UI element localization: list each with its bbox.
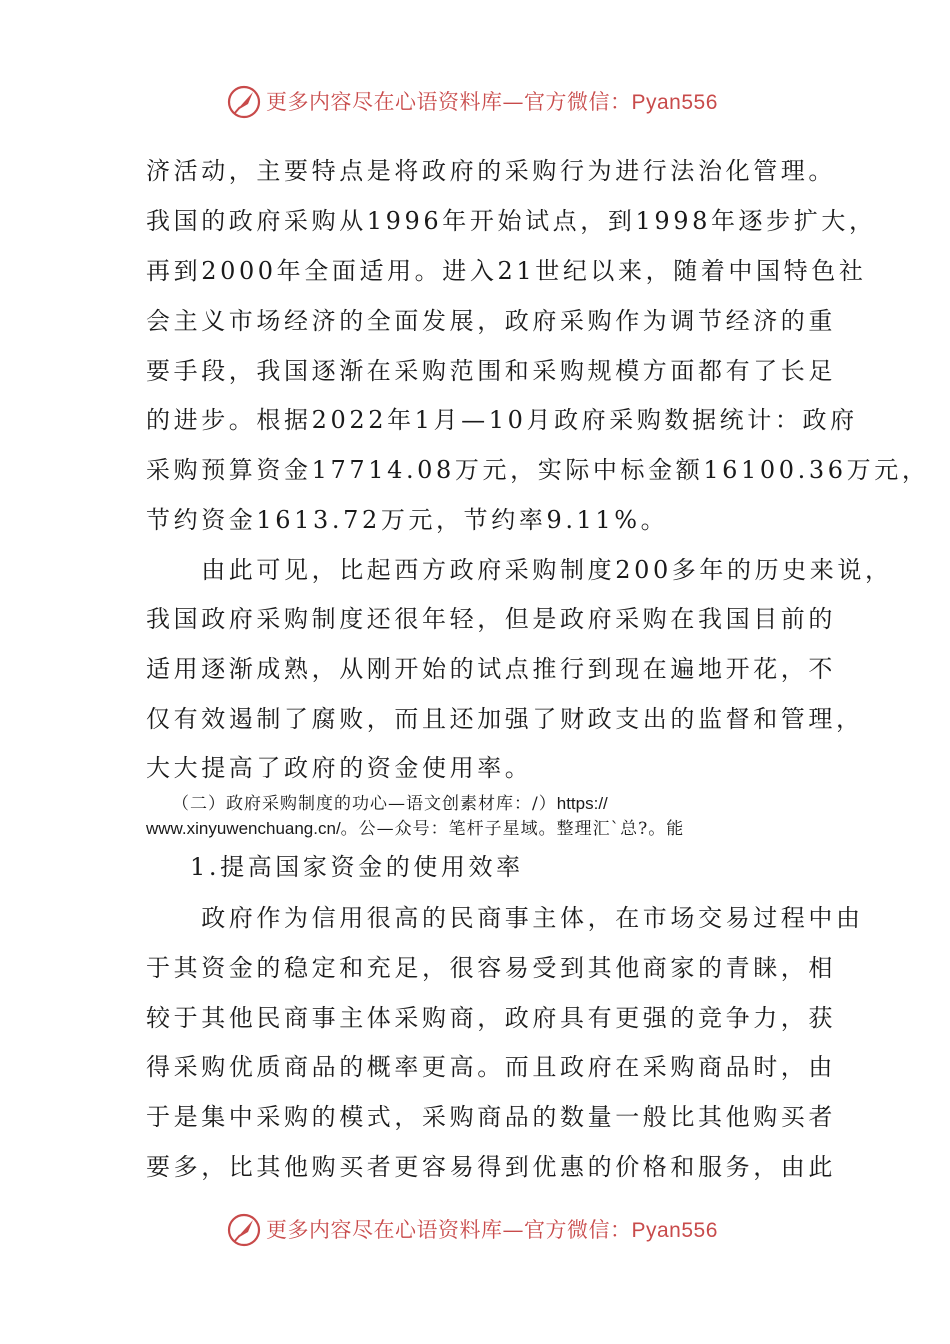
quill-pen-in-circle-icon [226, 1212, 262, 1248]
footer-banner [0, 1210, 950, 1250]
body-line: 的进步。根据2022年1月—10月政府采购数据统计：政府 [146, 406, 858, 434]
quill-pen-in-circle-icon [226, 84, 262, 120]
section-heading-line-2 [146, 817, 684, 841]
body-line: 仅有效遏制了腐败，而且还加强了财政支出的监督和管理， [146, 705, 864, 733]
body-line: 较于其他民商事主体采购商，政府具有更强的竞争力，获 [146, 1004, 836, 1032]
body-line: 要多，比其他购买者更容易得到优惠的价格和服务，由此 [146, 1153, 836, 1181]
body-line: 于是集中采购的模式，采购商品的数量一般比其他购买者 [146, 1103, 836, 1131]
banner-wechat-id: Pyan556 [631, 91, 718, 114]
section-heading-url: www.xinyuwenchuang.cn/ [146, 819, 341, 838]
banner-text-cn: 更多内容尽在心语资料库—官方微信： [266, 1218, 632, 1242]
body-line: 我国的政府采购从1996年开始试点，到1998年逐步扩大， [146, 207, 877, 235]
section-heading-tail: 。公—众号：笔杆子星域。整理汇`总?。能 [340, 819, 685, 839]
body-line: 我国政府采购制度还很年轻，但是政府采购在我国目前的 [146, 605, 836, 633]
body-line: 于其资金的稳定和充足，很容易受到其他商家的青睐，相 [146, 954, 836, 982]
body-line: 大大提高了政府的资金使用率。 [146, 754, 533, 782]
body-line: 要手段，我国逐渐在采购范围和采购规模方面都有了长足 [146, 357, 836, 385]
body-line: 得采购优质商品的概率更高。而且政府在采购商品时，由 [146, 1053, 836, 1081]
body-line: 采购预算资金17714.08万元，实际中标金额16100.36万元， [146, 456, 930, 484]
section-heading-line-1 [172, 792, 608, 816]
body-line: 再到2000年全面适用。进入21世纪以来，随着中国特色社 [146, 257, 867, 285]
section-heading-cn: （二）政府采购制度的功心—语文创素材库：/） [172, 794, 557, 814]
body-line: 节约资金1613.72万元，节约率9.11%。 [146, 506, 669, 534]
body-line: 由此可见，比起西方政府采购制度200多年的历史来说， [146, 556, 893, 584]
body-line: 济活动，主要特点是将政府的采购行为进行法治化管理。 [146, 157, 836, 185]
section-heading-url-start: https:// [556, 794, 608, 813]
subheading: 1.提高国家资金的使用效率 [190, 853, 524, 881]
header-banner [0, 82, 950, 122]
banner-text [266, 88, 718, 117]
body-line: 适用逐渐成熟，从刚开始的试点推行到现在遍地开花，不 [146, 655, 836, 683]
body-line: 政府作为信用很高的民商事主体，在市场交易过程中由 [146, 904, 864, 932]
banner-text-cn: 更多内容尽在心语资料库—官方微信： [266, 90, 632, 114]
body-line: 会主义市场经济的全面发展，政府采购作为调节经济的重 [146, 307, 836, 335]
banner-text [266, 1216, 718, 1245]
banner-wechat-id: Pyan556 [631, 1219, 718, 1242]
